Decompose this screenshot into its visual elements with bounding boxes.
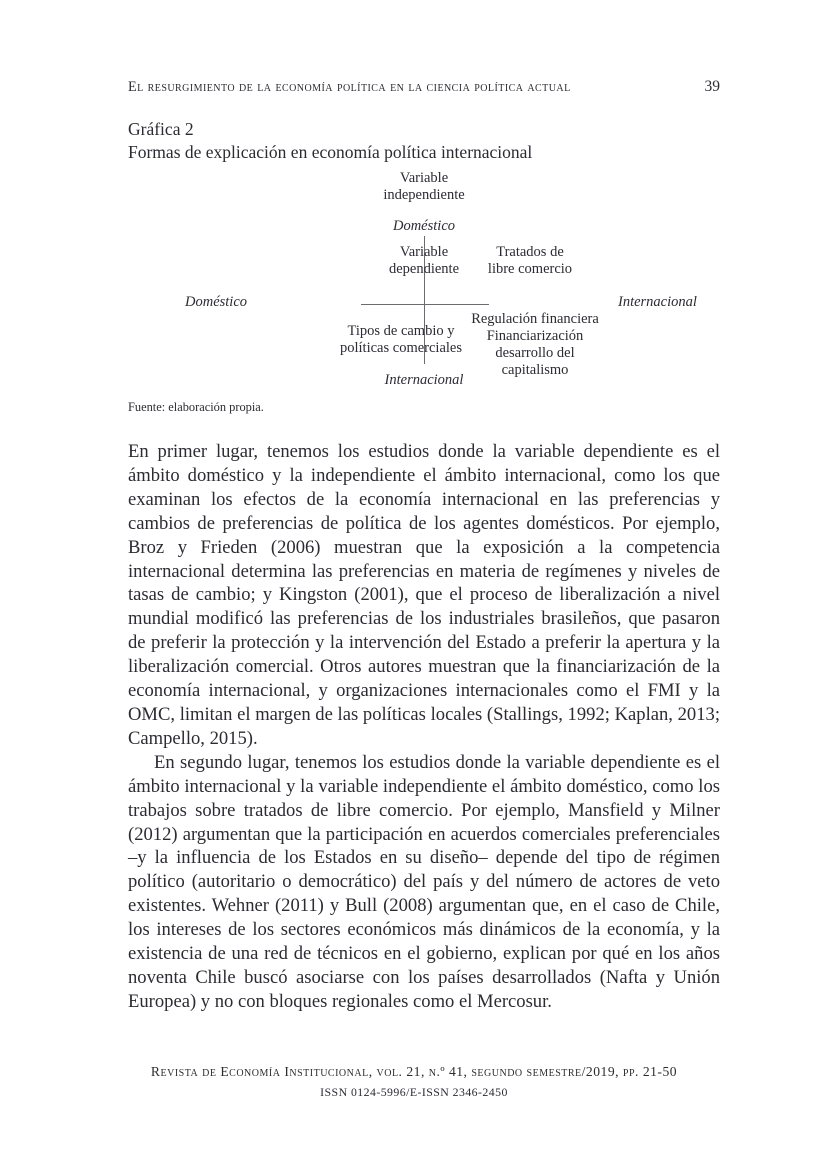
running-head [128, 78, 720, 96]
figure-source-note: Fuente: elaboración propia. [128, 400, 264, 414]
quadrant-bottom-right-line3: desarrollo del [495, 345, 575, 361]
axis-right-value-internacional: Internacional [618, 294, 697, 310]
quadrant-top-right-line2: libre comercio [487, 261, 573, 277]
horizontal-axis-line [361, 304, 489, 305]
page-number: 39 [704, 78, 720, 95]
quadrant-diagram [128, 168, 728, 392]
quadrant-bottom-right-line1: Regulación financiera [471, 311, 599, 327]
axis-left-value-domestico: Doméstico [185, 294, 248, 310]
quadrant-bottom-left-line2: políticas comerciales [340, 340, 462, 356]
paragraph-2: En segundo lugar, tenemos los estudios donde la variable dependiente es el ámbito internacional y la variable independiente el ámbito doméstico, como los trabajos sobre tratados de libre comercio. Por ejemplo, Mansfield y Milner (2012) argumentan que la participación en acuerdos comerciales preferenciales –y la influencia de los Estados en su diseño– depende del tipo de régimen político (autoritario o democrático) del país y del número de actores de veto existentes. Wehner (2011) y Bull (2008) argumentan que, en el caso de Chile, los intereses de los sectores económicos más dinámicos de la economía, y la existencia de una red de técnicos en el gobierno, explican por qué en los años noventa Chile buscó asociarse con los países desarrollados (Nafta y Unión Europea) y no con bloques regionales como el Mercosur. [128, 751, 720, 1012]
independent-variable-label-line1: Variable [399, 170, 449, 186]
quadrant-bottom-right-line2: Financiarización [486, 328, 584, 344]
body-text [128, 440, 720, 1014]
quadrant-bottom-right [440, 311, 630, 379]
paragraph-1: En primer lugar, tenemos los estudios donde la variable dependiente es el ámbito doméstico y la independiente el ámbito internacional, como los que examinan los efectos de la economía internacional en las preferencias y cambios de preferencias de política de los agentes domésticos. Por ejemplo, Broz y Frieden (2006) muestran que la exposición a la competencia internacional determina las preferencias en materia de regímenes y niveles de tasas de cambio; y Kingston (2001), que el proceso de liberalización a nivel mundial modificó las preferencias de los industriales brasileños, que pasaron de preferir la protección y la intervención del Estado a preferir la apertura y la liberalización comercial. Otros autores muestran que la financiarización de la economía internacional, y organizaciones internacionales como el FMI y la OMC, limitan el margen de las políticas locales (Stallings, 1992; Kaplan, 2013; Campello, 2015). [128, 441, 720, 749]
independent-variable-label-line2: independiente [383, 187, 465, 203]
quadrant-top-left-line1: Variable [399, 244, 449, 260]
axis-bottom-value-internacional: Internacional [384, 372, 464, 388]
footer-journal-citation: Revista de Economía Institucional, vol. 21, n.º 41, segundo semestre/2019, pp. 21-50 [150, 1064, 678, 1079]
independent-variable-axis-label [324, 170, 524, 204]
axis-top-value-domestico: Doméstico [392, 218, 456, 234]
quadrant-top-left-line2: dependiente [388, 261, 460, 277]
quadrant-bottom-left-line1: Tipos de cambio y [347, 323, 455, 339]
quadrant-top-right [435, 244, 625, 278]
page-footer [0, 1064, 828, 1100]
figure-number: Gráfica 2 [128, 119, 194, 139]
figure-heading [128, 118, 728, 164]
footer-issn: ISSN 0124-5996/E-ISSN 2346-2450 [320, 1085, 508, 1099]
figure-title: Formas de explicación en economía política internacional [128, 142, 533, 162]
quadrant-bottom-right-line4: capitalismo [501, 362, 569, 378]
running-head-title: El resurgimiento de la economía política en la ciencia política actual [128, 79, 571, 95]
quadrant-top-right-line1: Tratados de [496, 244, 564, 260]
